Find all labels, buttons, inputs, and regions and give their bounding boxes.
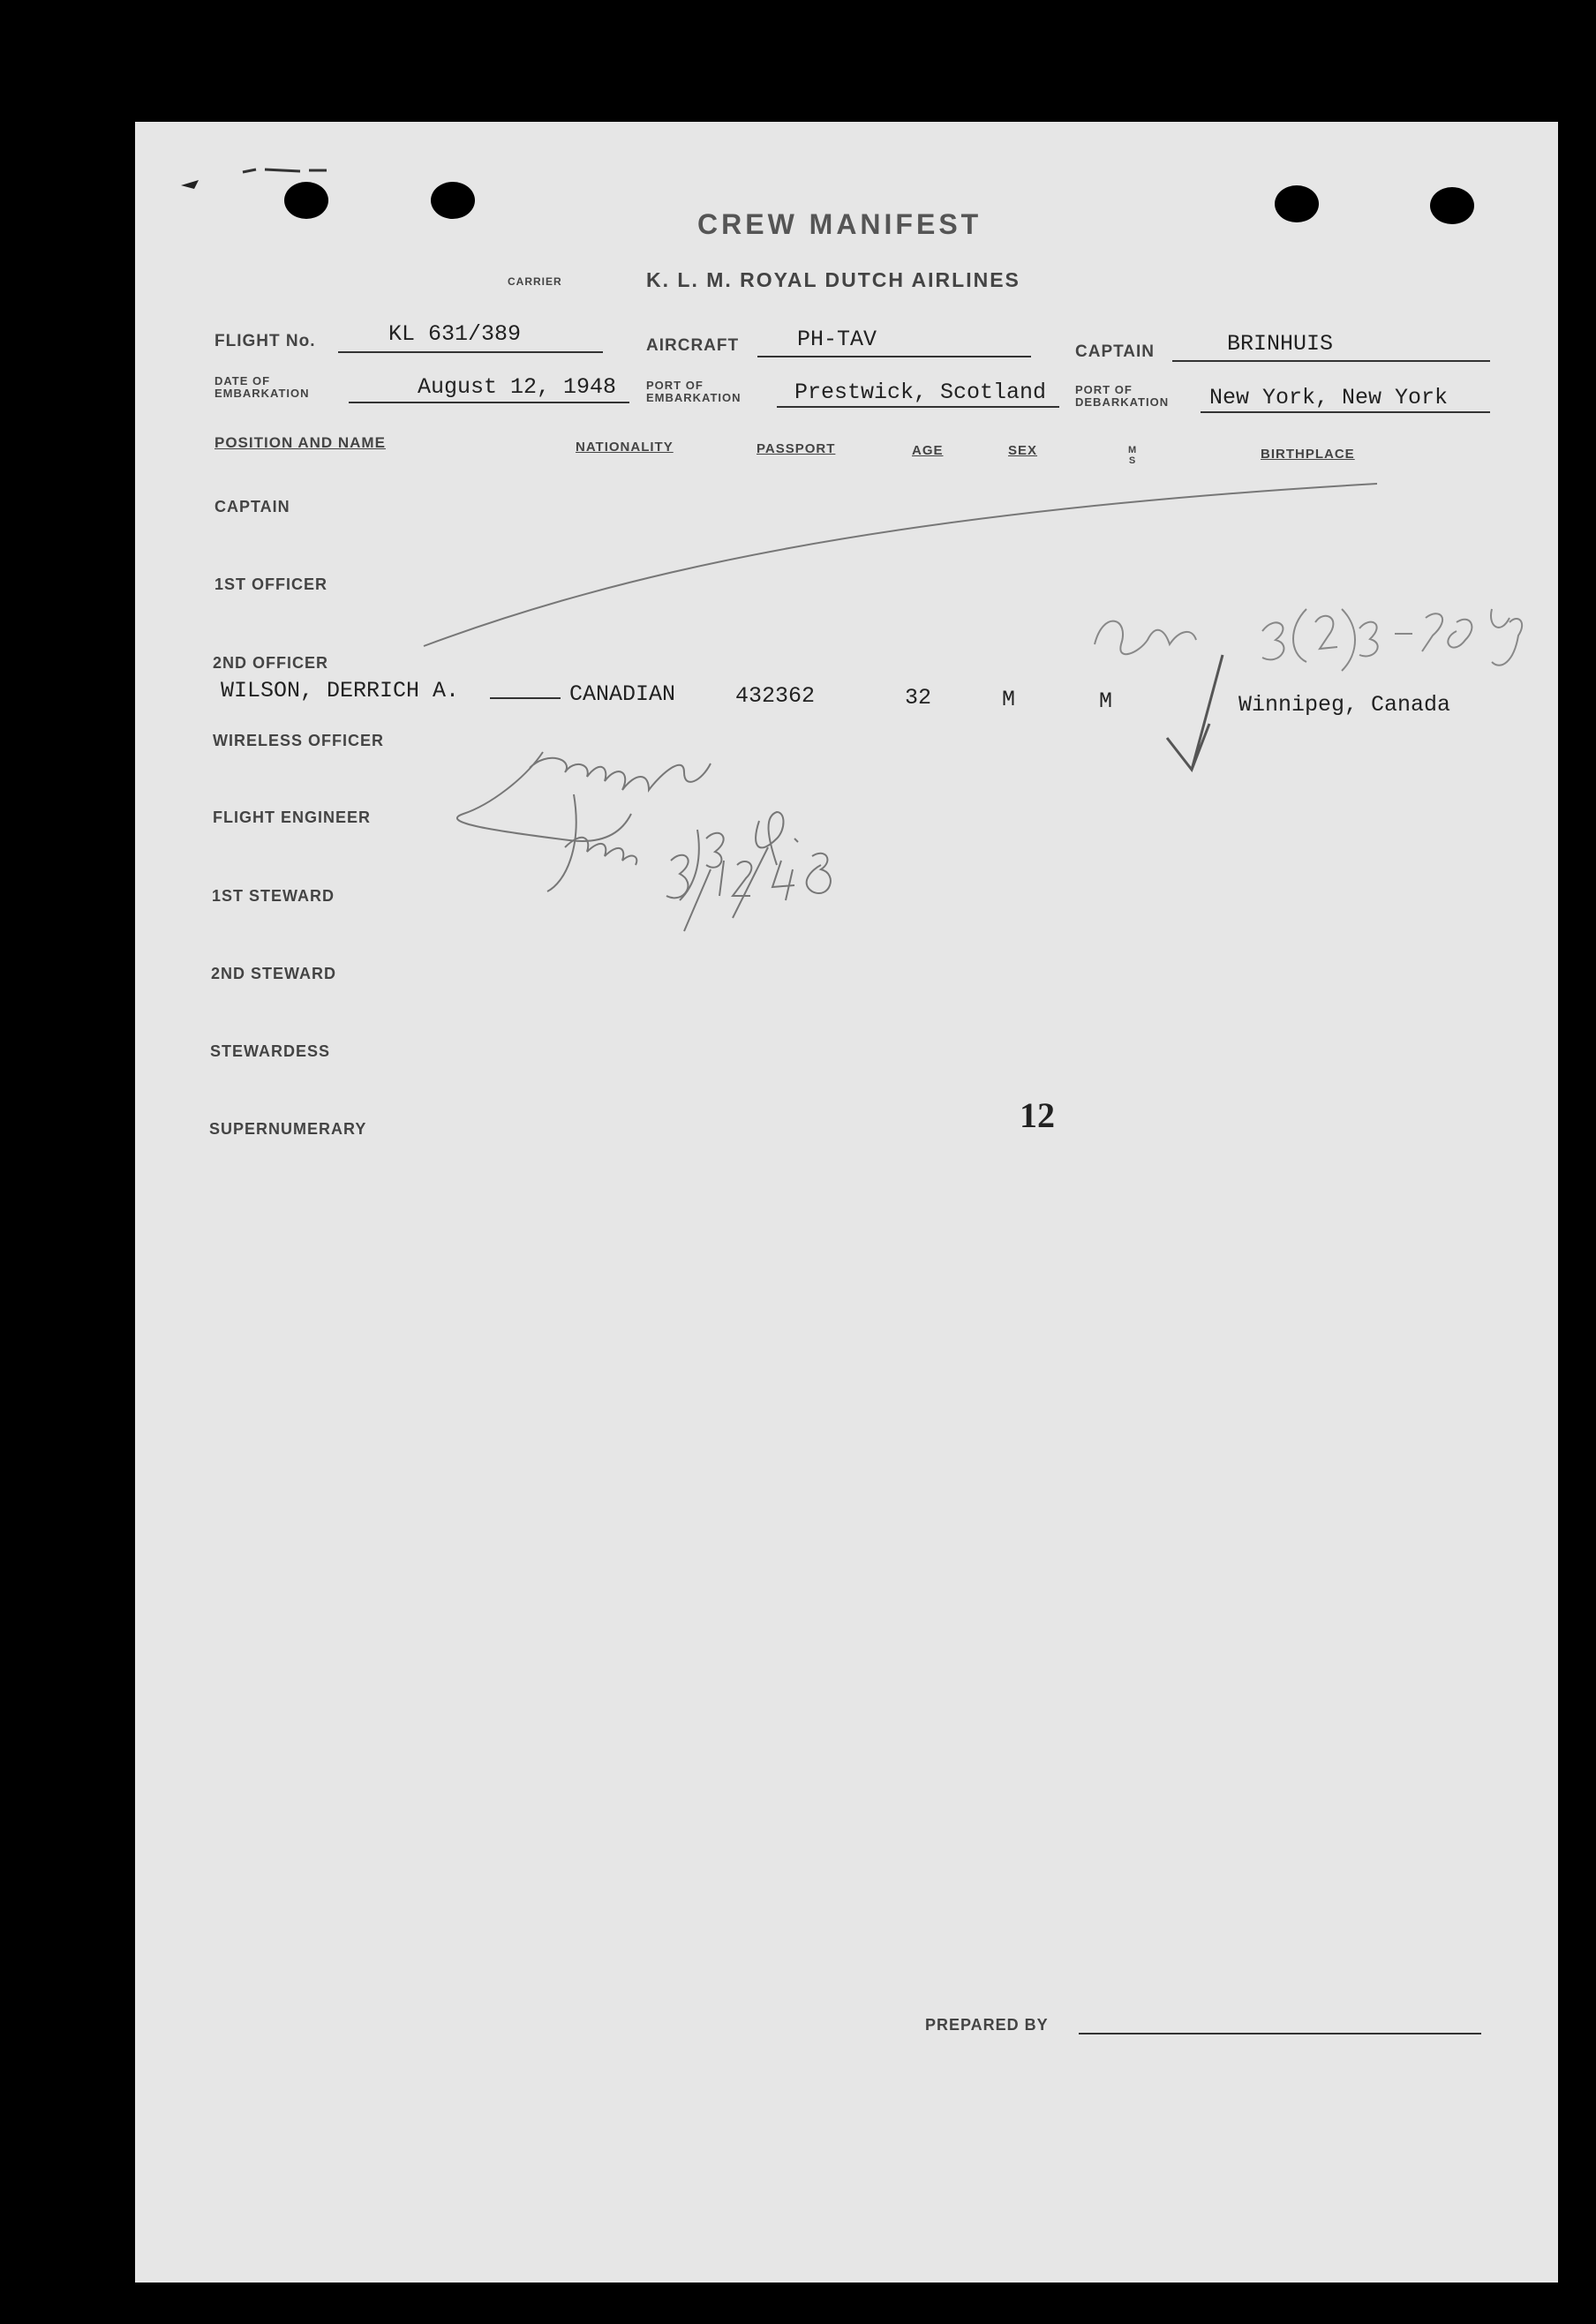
- col-nationality: NATIONALITY: [576, 440, 674, 455]
- col-marital-s: S: [1128, 455, 1137, 466]
- port-emb-label-line1: PORT OF: [646, 379, 704, 392]
- col-birthplace: BIRTHPLACE: [1261, 447, 1355, 462]
- admission-note-ink: [1095, 609, 1522, 671]
- port-embarkation-value: Prestwick, Scotland: [794, 380, 1047, 405]
- position-flight-engineer: FLIGHT ENGINEER: [213, 809, 372, 826]
- position-1st-officer: 1ST OFFICER: [215, 575, 328, 593]
- captain-value: BRINHUIS: [1227, 331, 1334, 357]
- col-marital-m: M: [1128, 445, 1138, 455]
- inspector-title-ink: [547, 794, 798, 900]
- position-captain: CAPTAIN: [215, 498, 290, 515]
- col-passport: PASSPORT: [757, 441, 836, 456]
- flight-no-label: FLIGHT No.: [215, 332, 316, 350]
- crew-sex: M: [1002, 687, 1016, 712]
- date-value: August 12, 1948: [418, 374, 617, 400]
- date-ink: [666, 847, 831, 931]
- crew-name: WILSON, DERRICH A.: [221, 678, 460, 703]
- col-sex: SEX: [1008, 443, 1038, 458]
- crew-nationality: CANADIAN: [569, 681, 676, 707]
- col-age: AGE: [912, 443, 944, 458]
- stray-mark: [181, 180, 199, 189]
- document-title: CREW MANIFEST: [697, 208, 982, 240]
- crew-passport: 432362: [735, 683, 816, 709]
- col-position-name: POSITION AND NAME: [215, 434, 386, 451]
- date-label-line1: DATE OF: [215, 374, 271, 387]
- stray-mark: [243, 169, 327, 172]
- carrier-label: CARRIER: [508, 275, 562, 288]
- flight-no-value: KL 631/389: [388, 321, 522, 347]
- date-label-line2: EMBARKATION: [215, 387, 310, 400]
- port-deb-label-line2: DEBARKATION: [1075, 395, 1170, 409]
- position-stewardess: STEWARDESS: [210, 1042, 331, 1060]
- aircraft-value: PH-TAV: [797, 327, 877, 352]
- captain-label: CAPTAIN: [1075, 342, 1156, 361]
- prepared-by-label: PREPARED BY: [925, 2016, 1049, 2034]
- position-2nd-officer: 2ND OFFICER: [213, 654, 329, 672]
- carrier-value: K. L. M. ROYAL DUTCH AIRLINES: [646, 268, 1020, 291]
- crew-age: 32: [905, 685, 932, 711]
- signature-ink: [457, 752, 711, 841]
- position-1st-steward: 1ST STEWARD: [212, 887, 335, 905]
- crew-marital: M: [1099, 688, 1113, 714]
- aircraft-label: AIRCRAFT: [646, 336, 740, 355]
- prepared-by-line: [1079, 2033, 1481, 2034]
- crew-birthplace: Winnipeg, Canada: [1238, 692, 1451, 718]
- arrow-mark: [1167, 655, 1223, 770]
- port-deb-label-line1: PORT OF: [1075, 383, 1133, 396]
- cancellation-line: [424, 484, 1377, 646]
- port-debarkation-value: New York, New York: [1209, 385, 1449, 410]
- port-emb-label-line2: EMBARKATION: [646, 391, 742, 404]
- page-number: 12: [1020, 1095, 1055, 1135]
- position-wireless-officer: WIRELESS OFFICER: [213, 732, 385, 749]
- position-2nd-steward: 2ND STEWARD: [211, 965, 337, 982]
- position-supernumerary: SUPERNUMERARY: [209, 1120, 367, 1138]
